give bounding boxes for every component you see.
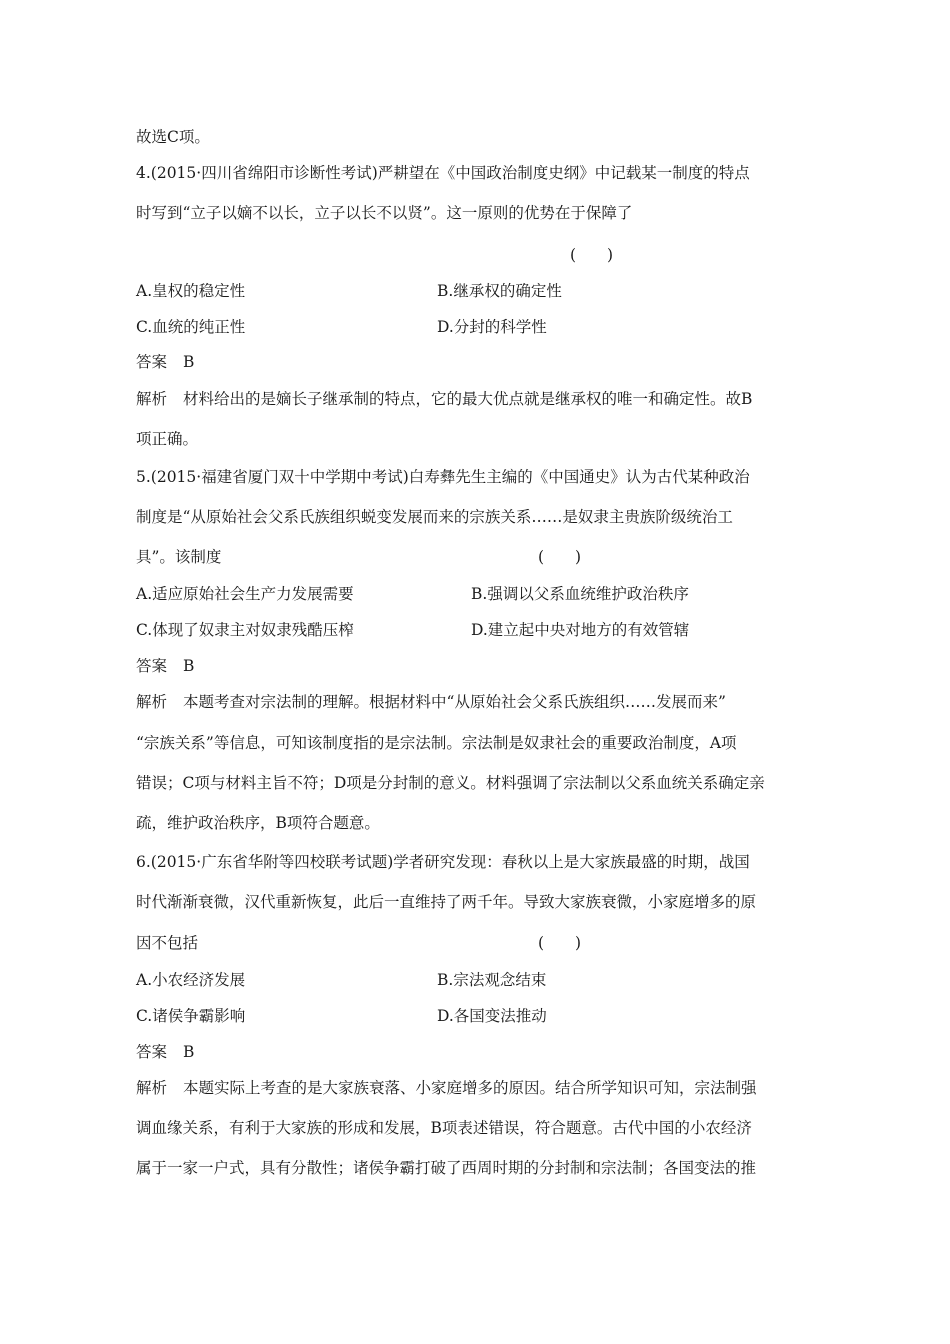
- q4-analysis-line-2: 项正确。: [136, 430, 199, 448]
- q5-answer-label: 答案: [136, 657, 168, 675]
- q6-option-c: C.诸侯争霸影响: [136, 1007, 246, 1025]
- q4-answer-label: 答案: [136, 353, 168, 371]
- q6-analysis-line-2: 调血缘关系，有利于大家族的形成和发展，B项表述错误，符合题意。古代中国的小农经济: [136, 1119, 752, 1137]
- q4-option-d: D.分封的科学性: [437, 318, 547, 336]
- q6-stem-line-3: 因不包括: [136, 934, 199, 952]
- q5-option-c: C.体现了奴隶主对奴隶残酷压榨: [136, 621, 354, 639]
- q5-analysis-text-1: 本题考查对宗法制的理解。根据材料中“从原始社会父系氏族组织……发展而来”: [183, 693, 726, 711]
- q6-analysis-text-1: 本题实际上考查的是大家族衰落、小家庭增多的原因。结合所学知识可知，宗法制强: [183, 1079, 757, 1097]
- q5-stem-line-3: 具”。该制度: [136, 548, 222, 566]
- q5-analysis-line-2: “宗族关系”等信息，可知该制度指的是宗法制。宗法制是奴隶社会的重要政治制度，A项: [136, 734, 737, 752]
- q5-option-d: D.建立起中央对地方的有效管辖: [471, 621, 690, 639]
- q4-option-c: C.血统的纯正性: [136, 318, 246, 336]
- q4-option-a: A.皇权的稳定性: [136, 282, 246, 300]
- q4-analysis-text-1: 材料给出的是嫡长子继承制的特点，它的最大优点就是继承权的唯一和确定性。故B: [183, 390, 753, 408]
- q5-answer: [136, 656, 194, 676]
- q4-analysis-label: 解析: [136, 390, 168, 408]
- intro-text: 故选C项。: [136, 128, 210, 146]
- q6-option-a: A.小农经济发展: [136, 971, 246, 989]
- q6-analysis-line-3: 属于一家一户式，具有分散性；诸侯争霸打破了西周时期的分封制和宗法制；各国变法的推: [136, 1159, 757, 1177]
- q6-stem-line-1: 6.(2015·广东省华附等四校联考试题)学者研究发现：春秋以上是大家族最盛的时期，战国: [136, 853, 750, 871]
- q5-answer-paren: ( ): [538, 548, 582, 566]
- q4-answer-paren: ( ): [570, 246, 614, 264]
- q6-answer-paren: ( ): [538, 934, 582, 952]
- q5-analysis-line-1: [136, 692, 726, 712]
- q5-analysis-label: 解析: [136, 693, 168, 711]
- q6-analysis-line-1: [136, 1078, 757, 1098]
- q6-stem-line-2: 时代渐渐衰微，汉代重新恢复，此后一直维持了两千年。导致大家族衰微，小家庭增多的原: [136, 893, 757, 911]
- q5-option-a: A.适应原始社会生产力发展需要: [136, 585, 354, 603]
- q4-answer-value: B: [183, 353, 195, 371]
- q5-option-b: B.强调以父系血统维护政治秩序: [471, 585, 689, 603]
- q6-answer: [136, 1042, 194, 1062]
- q4-answer: [136, 352, 194, 372]
- q4-stem-line-1: 4.(2015·四川省绵阳市诊断性考试)严耕望在《中国政治制度史纲》中记载某一制度的特点: [136, 164, 750, 182]
- q5-analysis-line-3: 错误；C项与材料主旨不符；D项是分封制的意义。材料强调了宗法制以父系血统关系确定亲: [136, 774, 765, 792]
- q6-option-b: B.宗法观念结束: [437, 971, 547, 989]
- q5-stem-line-2: 制度是“从原始社会父系氏族组织蜕变发展而来的宗族关系……是奴隶主贵族阶级统治工: [136, 508, 733, 526]
- q6-answer-label: 答案: [136, 1043, 168, 1061]
- q4-analysis-line-1: [136, 389, 752, 409]
- q5-analysis-line-4: 疏，维护政治秩序，B项符合题意。: [136, 814, 380, 832]
- q5-answer-value: B: [183, 657, 195, 675]
- q6-option-d: D.各国变法推动: [437, 1007, 547, 1025]
- q5-stem-line-1: 5.(2015·福建省厦门双十中学期中考试)白寿彝先生主编的《中国通史》认为古代某种政治: [136, 468, 750, 486]
- q4-stem-line-2: 时写到“立子以嫡不以长，立子以长不以贤”。这一原则的优势在于保障了: [136, 204, 633, 222]
- q6-analysis-label: 解析: [136, 1079, 168, 1097]
- q4-option-b: B.继承权的确定性: [437, 282, 562, 300]
- q6-answer-value: B: [183, 1043, 195, 1061]
